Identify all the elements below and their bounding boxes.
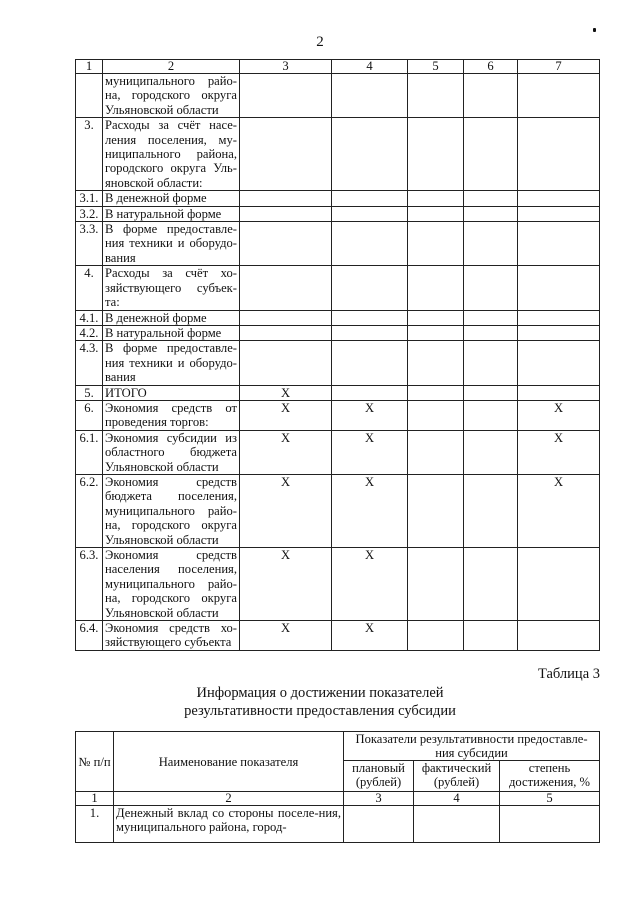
value-cell: [408, 548, 464, 621]
header-name: Наименование показателя: [114, 732, 344, 792]
value-cell: X: [240, 548, 332, 621]
value-cell: [332, 341, 408, 385]
value-cell: X: [332, 430, 408, 474]
header-row: [76, 60, 600, 74]
value-cell: [464, 206, 518, 221]
value-cell: [332, 385, 408, 400]
table3-title-line1: Информация о достижении показателей: [196, 685, 444, 701]
performance-table: [75, 731, 600, 843]
row-text: Экономия средств бюджета поселения, муниципального райо-на, городского округа Ульяновской области: [103, 474, 240, 547]
value-cell: X: [332, 621, 408, 651]
value-cell: [408, 325, 464, 340]
row-number: 4.3.: [76, 341, 103, 385]
value-cell: [464, 474, 518, 547]
value-cell: [408, 341, 464, 385]
row-number: 4.: [76, 266, 103, 310]
table-row: [76, 474, 600, 547]
value-cell: [240, 310, 332, 325]
row-text: Экономия средств населения поселения, муниципального райо-на, городского округа Ульяновской области: [103, 548, 240, 621]
table3-title-line2: результативности предоставления субсидии: [184, 703, 456, 719]
header-cell: 1: [76, 60, 103, 74]
value-cell: [408, 222, 464, 266]
value-cell: [240, 74, 332, 118]
value-cell: X: [240, 621, 332, 651]
value-cell: [240, 191, 332, 206]
value-cell: [518, 266, 600, 310]
value-cell: [240, 222, 332, 266]
value-cell: X: [332, 548, 408, 621]
value-cell: X: [518, 430, 600, 474]
value-cell: [518, 206, 600, 221]
page-number: 2: [316, 34, 324, 50]
value-cell: [332, 325, 408, 340]
table-row: [76, 266, 600, 310]
header-cell: 5: [408, 60, 464, 74]
index-cell: 2: [114, 792, 344, 806]
value-cell: [464, 400, 518, 430]
row-text: В денежной форме: [103, 310, 240, 325]
table-row: [76, 621, 600, 651]
table-row: [76, 310, 600, 325]
value-cell: [518, 325, 600, 340]
row-text: В форме предоставле-ния техники и оборудо-вания: [103, 341, 240, 385]
table-row: [76, 222, 600, 266]
value-cell: [240, 118, 332, 191]
row-text: В форме предоставле-ния техники и оборудо-вания: [103, 222, 240, 266]
value-cell: [408, 400, 464, 430]
header-num: № п/п: [76, 732, 114, 792]
value-cell: X: [518, 474, 600, 547]
row-fact: [414, 806, 500, 843]
row-text: Расходы за счёт хо-зяйствующего субъек-та:: [103, 266, 240, 310]
value-cell: [464, 385, 518, 400]
value-cell: [464, 341, 518, 385]
value-cell: [332, 266, 408, 310]
value-cell: [518, 548, 600, 621]
value-cell: [518, 74, 600, 118]
row-text: ИТОГО: [103, 385, 240, 400]
table-row: [76, 325, 600, 340]
row-text: муниципального райо-на, городского округа Ульяновской области: [103, 74, 240, 118]
value-cell: X: [240, 400, 332, 430]
index-cell: 3: [344, 792, 414, 806]
row-number: 3.3.: [76, 222, 103, 266]
row-number: 3.2.: [76, 206, 103, 221]
value-cell: [408, 430, 464, 474]
row-plan: [344, 806, 414, 843]
table3-title: [0, 684, 640, 720]
value-cell: [518, 191, 600, 206]
row-number: 4.2.: [76, 325, 103, 340]
table-row: [76, 548, 600, 621]
value-cell: [408, 266, 464, 310]
value-cell: [464, 621, 518, 651]
value-cell: [332, 118, 408, 191]
value-cell: X: [240, 430, 332, 474]
value-cell: [464, 430, 518, 474]
row-number: 3.1.: [76, 191, 103, 206]
row-text: В натуральной форме: [103, 206, 240, 221]
value-cell: [332, 310, 408, 325]
value-cell: [240, 206, 332, 221]
value-cell: [408, 310, 464, 325]
row-number: 6.3.: [76, 548, 103, 621]
header-cell: 4: [332, 60, 408, 74]
value-cell: [408, 621, 464, 651]
table-row: [76, 191, 600, 206]
row-number: 5.: [76, 385, 103, 400]
row-text: Экономия субсидии из областного бюджета Ульяновской области: [103, 430, 240, 474]
row-text: В денежной форме: [103, 191, 240, 206]
value-cell: [518, 385, 600, 400]
index-cell: 4: [414, 792, 500, 806]
value-cell: [408, 74, 464, 118]
value-cell: [464, 118, 518, 191]
value-cell: [408, 385, 464, 400]
value-cell: [332, 191, 408, 206]
value-cell: [332, 222, 408, 266]
scan-mark: [593, 28, 596, 32]
value-cell: [464, 266, 518, 310]
header-plan: плановый (рублей): [344, 761, 414, 792]
value-cell: [408, 474, 464, 547]
value-cell: [408, 191, 464, 206]
value-cell: [240, 266, 332, 310]
header-cell: 6: [464, 60, 518, 74]
table3-label: Таблица 3: [537, 666, 600, 682]
row-number: 6.: [76, 400, 103, 430]
row-text: Экономия средств хо-зяйствующего субъекта: [103, 621, 240, 651]
value-cell: [464, 222, 518, 266]
row-number: 4.1.: [76, 310, 103, 325]
row-num: 1.: [76, 806, 114, 843]
index-cell: 1: [76, 792, 114, 806]
value-cell: X: [240, 385, 332, 400]
value-cell: X: [240, 474, 332, 547]
value-cell: [408, 206, 464, 221]
table-row: [76, 341, 600, 385]
row-number: 6.4.: [76, 621, 103, 651]
value-cell: [518, 341, 600, 385]
value-cell: [332, 206, 408, 221]
value-cell: X: [518, 400, 600, 430]
value-cell: [408, 118, 464, 191]
value-cell: X: [332, 400, 408, 430]
row-number: 6.2.: [76, 474, 103, 547]
header-group: Показатели результативности предоставле-ния субсидии: [344, 732, 600, 761]
header-cell: 2: [103, 60, 240, 74]
value-cell: [518, 310, 600, 325]
value-cell: [240, 325, 332, 340]
table-row: [76, 74, 600, 118]
value-cell: [464, 191, 518, 206]
value-cell: [518, 118, 600, 191]
table-row: [76, 430, 600, 474]
expenses-table: [75, 59, 600, 651]
value-cell: [240, 341, 332, 385]
row-number: 6.1.: [76, 430, 103, 474]
value-cell: [464, 74, 518, 118]
value-cell: [464, 310, 518, 325]
value-cell: [464, 548, 518, 621]
table-row: [76, 400, 600, 430]
row-name: Денежный вклад со стороны поселе-ния, муниципального района, город-: [114, 806, 344, 843]
row-number: 3.: [76, 118, 103, 191]
header-fact: фактический (рублей): [414, 761, 500, 792]
row-text: Экономия средств от проведения торгов:: [103, 400, 240, 430]
value-cell: [518, 621, 600, 651]
table-row: [76, 118, 600, 191]
value-cell: [464, 325, 518, 340]
row-degree: [500, 806, 600, 843]
header-degree: степень достижения, %: [500, 761, 600, 792]
header-cell: 3: [240, 60, 332, 74]
table-row: [76, 385, 600, 400]
header-cell: 7: [518, 60, 600, 74]
row-number: [76, 74, 103, 118]
value-cell: X: [332, 474, 408, 547]
table-row: [76, 206, 600, 221]
row-text: В натуральной форме: [103, 325, 240, 340]
value-cell: [518, 222, 600, 266]
row-text: Расходы за счёт насе-ления поселения, му-ниципального района, городского округа Уль-яновской области:: [103, 118, 240, 191]
value-cell: [332, 74, 408, 118]
index-cell: 5: [500, 792, 600, 806]
